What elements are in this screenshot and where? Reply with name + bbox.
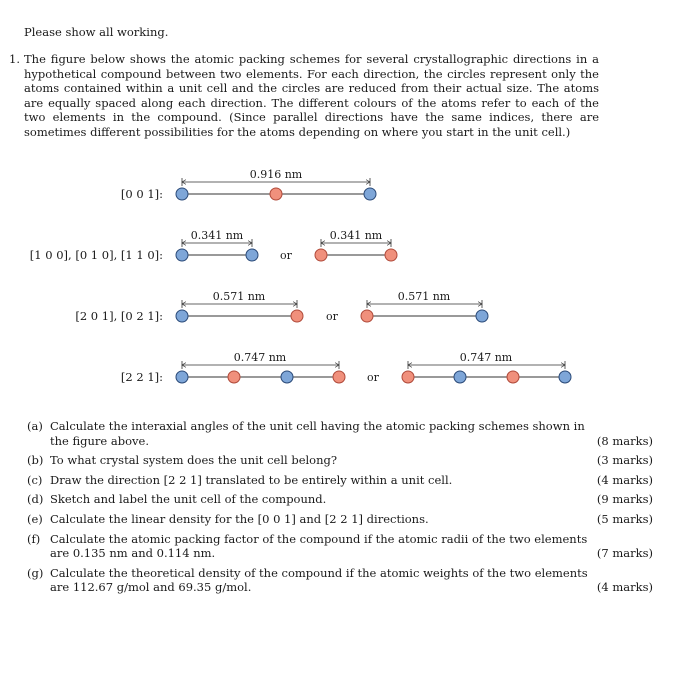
sub-question-letter: (e)	[27, 511, 43, 526]
direction-label-001: [0 0 1]:	[120, 187, 163, 201]
marks-label: (3 marks)	[596, 453, 653, 468]
marks-label: (9 marks)	[596, 492, 653, 507]
atom-red	[315, 249, 327, 261]
marks-label: (4 marks)	[596, 472, 653, 487]
atom-red	[270, 188, 282, 200]
row-221-scheme-a	[176, 351, 345, 383]
atom-red	[228, 371, 240, 383]
atom-red	[385, 249, 397, 261]
direction-label-221: [2 2 1]:	[120, 370, 163, 384]
atom-red	[333, 371, 345, 383]
dimension-label: 0.747 nm	[459, 351, 513, 364]
marks-label: (7 marks)	[596, 546, 653, 561]
sub-question-e	[27, 512, 653, 527]
atom-blue	[559, 371, 571, 383]
row-100-scheme-b	[315, 229, 397, 261]
direction-label-201-021: [2 0 1], [0 2 1]:	[75, 309, 163, 323]
question-number: 1.	[9, 52, 20, 66]
sub-question-d	[27, 492, 653, 507]
atom-blue	[281, 371, 293, 383]
row-001-scheme	[176, 168, 376, 200]
sub-question-text: Calculate the linear density for the [0 0 1] and [2 2 1] directions.	[50, 511, 429, 526]
sub-question-text: To what crystal system does the unit cell belong?	[50, 453, 338, 468]
or-text: or	[326, 310, 338, 323]
sub-question-text: Calculate the theoretical density of the compound if the atomic weights of the two elements are 112.67 g/mol and 69.35 g/mol.	[50, 565, 588, 595]
atom-blue	[246, 249, 258, 261]
sub-question-text: Sketch and label the unit cell of the compound.	[50, 492, 327, 507]
row-221-scheme-b	[402, 351, 571, 383]
sub-question-letter: (a)	[27, 419, 43, 433]
atom-red	[507, 371, 519, 383]
marks-label: (4 marks)	[596, 580, 653, 595]
row-100-scheme-a	[176, 229, 258, 261]
sub-question-text: Draw the direction [2 2 1] translated to be entirely within a unit cell.	[50, 472, 453, 487]
sub-question-c	[27, 473, 653, 488]
dimension-label: 0.747 nm	[233, 351, 287, 364]
or-text: or	[280, 249, 292, 262]
row-201-scheme-b	[361, 290, 488, 322]
atom-red	[402, 371, 414, 383]
sub-question-letter: (d)	[27, 492, 44, 507]
atom-blue	[176, 371, 188, 383]
direction-label-100-010-110: [1 0 0], [0 1 0], [1 1 0]:	[29, 248, 163, 262]
dimension-label: 0.341 nm	[190, 229, 244, 242]
marks-label: (5 marks)	[596, 511, 653, 526]
sub-question-text: Calculate the interaxial angles of the unit cell having the atomic packing schemes shown in the figure above.	[50, 419, 585, 448]
row-201-scheme-a	[176, 290, 303, 322]
sub-question-list	[27, 419, 653, 595]
sub-question-f	[27, 532, 653, 561]
atom-blue	[454, 371, 466, 383]
atom-red	[291, 310, 303, 322]
sub-question-letter: (b)	[27, 453, 44, 468]
atom-blue	[176, 310, 188, 322]
sub-question-text: Calculate the atomic packing factor of the compound if the atomic radii of the two elements are 0.135 nm and 0.114 nm.	[50, 531, 588, 561]
atom-blue	[176, 188, 188, 200]
dimension-label: 0.571 nm	[212, 290, 266, 303]
atom-blue	[176, 249, 188, 261]
dimension-label: 0.571 nm	[397, 290, 451, 303]
sub-question-letter: (c)	[27, 472, 43, 487]
sub-question-letter: (g)	[27, 565, 44, 580]
sub-question-a	[27, 419, 653, 448]
dimension-label: 0.916 nm	[249, 168, 303, 181]
dimension-label: 0.341 nm	[329, 229, 383, 242]
marks-label: (8 marks)	[596, 433, 653, 448]
or-text: or	[367, 371, 379, 384]
question-text: The figure below shows the atomic packing schemes for several crystallographic directions in a hypothetical compound between two elements. For each direction, the circles represent only the atoms contained within a unit cell and the circles are reduced from their actual size. The atoms are equally spaced along each direction. The different colours of the atoms refer to each of the two elements in the compound. (Since parallel directions have the same indices, there are sometimes different possibilities for the atoms depending on where you start in the unit cell.)	[24, 52, 599, 139]
atom-blue	[476, 310, 488, 322]
atom-red	[361, 310, 373, 322]
instructions: Please show all working.	[24, 25, 169, 39]
atom-blue	[364, 188, 376, 200]
sub-question-letter: (f)	[27, 531, 41, 546]
sub-question-g	[27, 566, 653, 595]
sub-question-b	[27, 453, 653, 468]
